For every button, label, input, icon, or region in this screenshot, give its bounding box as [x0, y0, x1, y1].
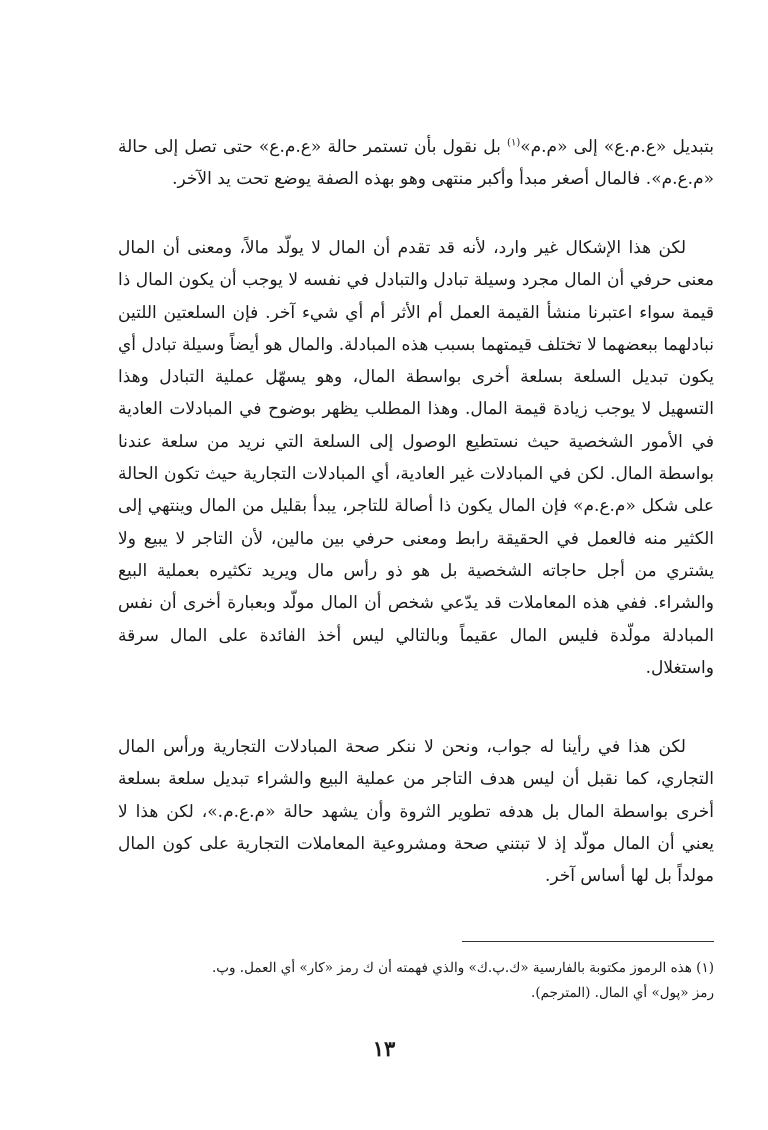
paragraph-block-2 [118, 232, 714, 684]
paragraph-block-3 [118, 731, 714, 892]
paragraph-1-text-start: بتبديل «ع.م.ع» إلى «م.م» [520, 137, 715, 157]
paragraph-continuation [118, 131, 714, 196]
footnote-line-2: رمز «پول» أي المال. (المترجم). [531, 985, 714, 1001]
footnote [118, 956, 714, 1006]
footnote-line-1: (١) هذه الرموز مكتوبة بالفارسية «ك.پ.ك» والذي فهمته أن ك رمز «كار» أي العمل. وپ. [211, 960, 714, 976]
paragraph-3: لكن هذا في رأينا له جواب، ونحن لا ننكر صحة المبادلات التجارية ورأس المال التجاري، كما نقبل أن ليس هدف التاجر من عملية البيع والشراء تبديل سلعة بسلعة أخرى بواسطة المال بل هدفه تطوير الثروة وأن يشهد حالة «م.ع.م.»، لكن هذا لا يعني أن المال مولّد إذ لا تبتني صحة ومشروعية المعاملات التجارية على كون المال مولداً بل لها أساس آخر. [118, 737, 714, 887]
page-number: ١٣ [372, 1036, 396, 1061]
paragraph-1 [118, 131, 714, 196]
footnote-divider [462, 941, 714, 942]
footnote-reference: (١) [507, 137, 521, 149]
paragraph-2: لكن هذا الإشكال غير وارد، لأنه قد تقدم أن المال لا يولّد مالاً، ومعنى أن المال معنى حرفي أن المال مجرد وسيلة تبادل والتبادل في نفسه لا يوجب أن يكون المال ذا قيمة سواء اعتبرنا منشأ القيمة العمل أم الأثر أم أي شيء آخر. فإن السلعتين اللتين نبادلهما ببعضهما لا تختلف قيمتهما بسبب هذه المبادلة. والمال هو أيضاً وسيلة تبادل أي يكون تبديل السلعة بسلعة أخرى بواسطة المال، وهو يسهّل عملية التبادل وهذا التسهيل لا يوجب زيادة قيمة المال. وهذا المطلب يظهر بوضوح في المبادلات العادية في الأمور الشخصية حيث نستطيع الوصول إلى السلعة التي نريد من سلعة عندنا بواسطة المال. لكن في المبادلات غير العادية، أي المبادلات التجارية حيث تكون الحالة على شكل «م.ع.م» فإن المال يكون ذا أصالة للتاجر، يبدأ بقليل من المال وينتهي إلى الكثير منه فالعمل في الحقيقة رابط ومعنى حرفي بين مالين، لأن التاجر لا يبيع ولا يشتري من أجل حاجاته الشخصية بل هو ذو رأس مال ويريد تكثيره بعملية البيع والشراء. ففي هذه المعاملات قد يدّعي شخص أن المال مولّد وبعبارة أخرى أن نفس المبادلة مولّدة فليس المال عقيماً وبالتالي ليس أخذ الفائدة على المال سرقة واستغلال. [118, 238, 714, 678]
paragraph-1-text-end: بل نقول بأن تستمر حالة «ع.م.ع» حتى تصل إلى حالة «م.ع.م». فالمال أصغر مبدأ وأكبر منتهى وهو بهذه الصفة يوضع تحت يد الآخر. [118, 137, 714, 190]
